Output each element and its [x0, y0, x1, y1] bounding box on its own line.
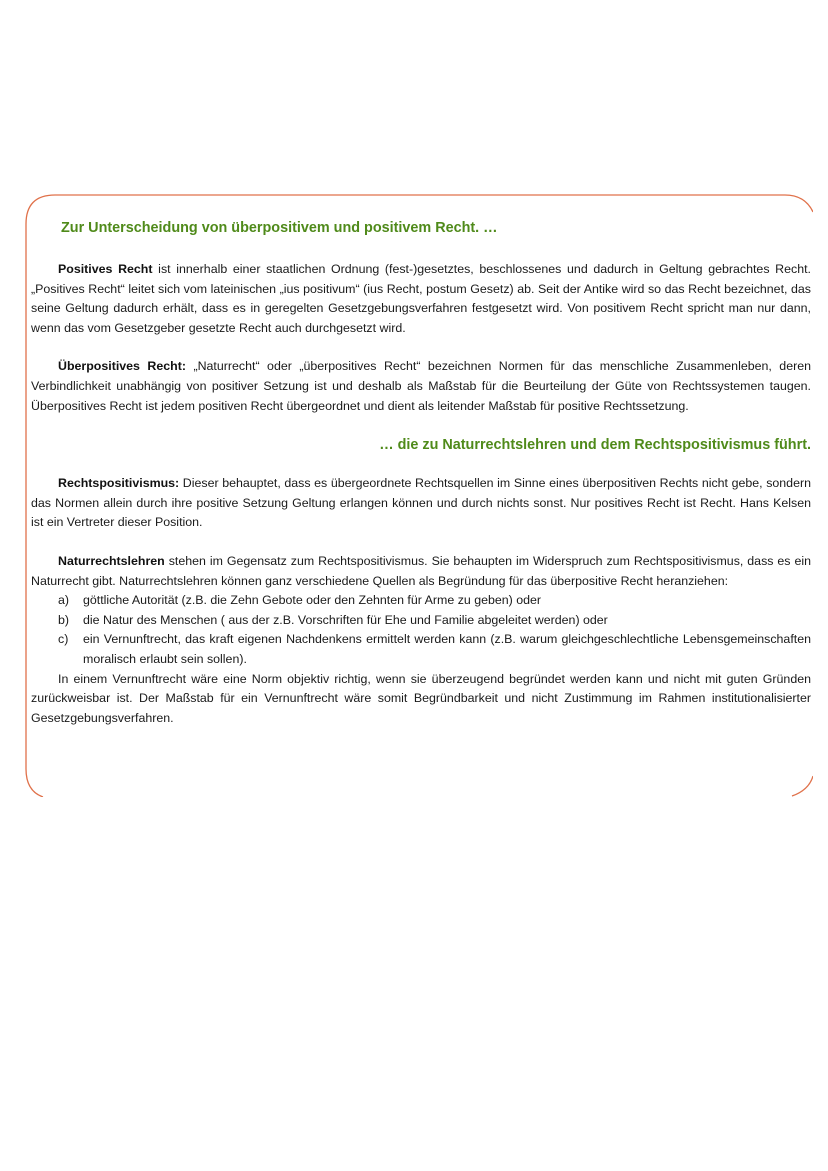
list-marker: b) [58, 612, 70, 627]
list-marker: a) [58, 593, 70, 608]
list-item-text: göttliche Autorität (z.B. die Zehn Gebote oder den Zehnten für Arme zu geben) oder [83, 593, 542, 608]
list-item-text: ein Vernunftrecht, das kraft eigenen Nachdenkens ermittelt werden kann (z.B. warum gleichgeschlechtliche Lebensgemeinschaften moralisch erlaubt sein sollen). [83, 632, 811, 666]
term-ueberpositives-recht: Überpositives Recht: [58, 359, 186, 374]
text-rechtspositivismus: Dieser behauptet, dass es übergeordnete Rechtsquellen im Sinne eines überpositiven Rechts nicht gebe, sondern das Normen allein durch ihre positive Setzung Geltung erlangen können und durch nichts sonst. Nur positives Recht ist Recht. Hans Kelsen ist ein Vertreter dieser Position. [31, 476, 811, 530]
term-naturrechtslehren: Naturrechtslehren [58, 553, 165, 568]
list-item-text: die Natur des Menschen ( aus der z.B. Vorschriften für Ehe und Familie abgeleitet werden) oder [83, 612, 608, 627]
text-naturrechtslehren: stehen im Gegensatz zum Rechtspositivismus. Sie behaupten im Widerspruch zum Rechtspositivismus, dass es ein Naturrecht gibt. Naturrechtslehren können ganz verschiedene Quellen als Begründung für das überpositive Recht heranziehen: [31, 553, 811, 588]
paragraph-rechtspositivismus [31, 474, 811, 533]
list-item [31, 611, 811, 631]
term-rechtspositivismus: Rechtspositivismus: [58, 476, 180, 491]
section-heading-right: … die zu Naturrechtslehren und dem Rechtspositivismus führt. [379, 437, 811, 454]
text-positives-recht: ist innerhalb einer staatlichen Ordnung (fest-)gesetztes, beschlossenes und dadurch in Geltung gebrachtes Recht. „Positives Recht“ leitet sich vom lateinischen „ius positivum“ (ius Recht, postum Gesetz) ab. Seit der Antike wird so das Recht bezeichnet, das seine Geltung dadurch erhält, dass es in geregelten Gesetzgebungsverfahren festgesetzt wird. Von positivem Recht spricht man nur dann, wenn das vom Gesetzgeber gesetzte Recht auch durchgesetzt wird. [31, 262, 811, 335]
paragraph-ueberpositives-recht [31, 357, 811, 416]
term-positives-recht: Positives Recht [58, 262, 153, 276]
list-marker: c) [58, 632, 69, 647]
document-body [31, 218, 811, 728]
frame-bottom-right-corner [792, 776, 813, 796]
list-item [31, 630, 811, 669]
paragraph-naturrechtslehren [31, 552, 811, 591]
list-item [31, 591, 811, 611]
paragraph-vernunftrecht: In einem Vernunftrecht wäre eine Norm objektiv richtig, wenn sie überzeugend begründet werden kann und nicht mit guten Gründen zurückweisbar ist. Der Maßstab für ein Vernunftrecht wäre somit Begründbarkeit und nicht Zustimmung im Rahmen institutionalisierter Gesetzgebungsverfahren. [31, 671, 811, 725]
section-heading-top: Zur Unterscheidung von überpositivem und positivem Recht. … [61, 220, 498, 236]
text-ueberpositives-recht: „Naturrecht“ oder „überpositives Recht“ bezeichnen Normen für das menschliche Zusammenleben, deren Verbindlichkeit unabhängig von positiver Setzung ist und deshalb als Maßstab für die Beurteilung der Güte von Rechtssystemen taugen. Überpositives Recht ist jedem positiven Recht übergeordnet und dient als leitender Maßstab für positive Rechtssetzung. [31, 359, 811, 413]
source-list [31, 591, 811, 669]
paragraph-positives-recht [31, 260, 811, 338]
